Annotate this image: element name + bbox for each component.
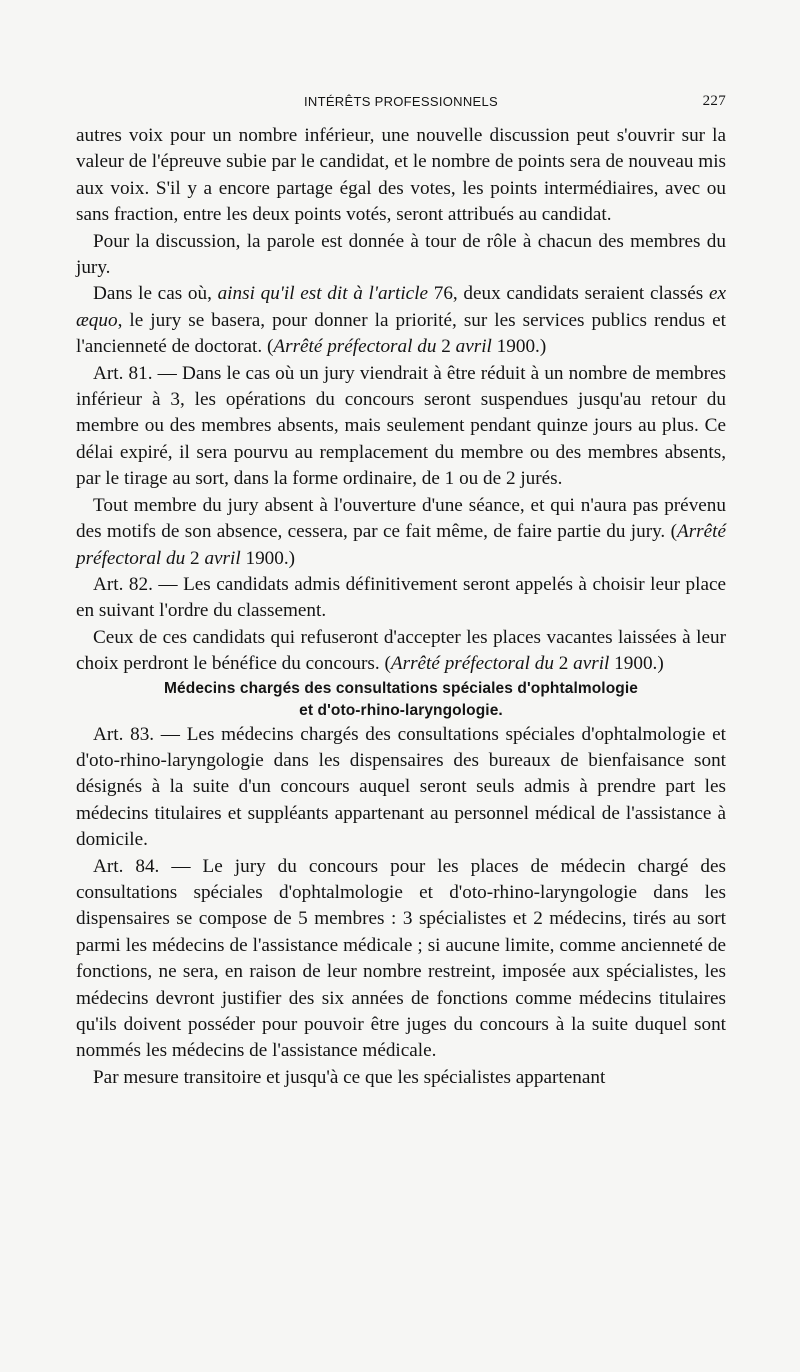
text-run: 2 xyxy=(436,336,456,358)
paragraph-absent-member xyxy=(76,493,726,572)
italic-run: Arrêté préfectoral du xyxy=(76,521,726,569)
paragraph-art-83: Art. 83. — Les médecins chargés des consultations spéciales d'ophtalmologie et d'oto-rhino-laryngologie dans les dispensaires des bureaux de bienfaisance sont désignés à la suite d'un concours auquel seront seuls admis à prendre part les médecins titulaires et suppléants appartenant au personnel médical de l'assistance à domicile. xyxy=(76,723,726,851)
text-run: 2 xyxy=(185,547,205,569)
paragraph-art-81: Art. 81. — Dans le cas où un jury viendrait à être réduit à un nombre de membres inférieur à 3, les opérations du concours seront suspendues jusqu'au retour du membre ou des membres absents, mais seulement pendant quinze jours au plus. Ce délai expiré, il sera pourvu au remplacement du membre ou des membres absents, par le tirage au sort, dans la forme ordinaire, de 1 ou de 2 jurés. xyxy=(76,362,726,490)
text-run: 1900.) xyxy=(240,547,296,569)
paragraph-art-82: Art. 82. — Les candidats admis définitivement seront appelés à choisir leur place en suivant l'ordre du classement. xyxy=(76,573,726,622)
text-run: , le jury se basera, pour donner la priorité, sur les services publics rendus et l'ancienneté de doctorat. ( xyxy=(76,309,726,358)
text-run: 1900.) xyxy=(609,653,664,675)
text-run: 2 xyxy=(553,653,574,675)
italic-run: Arrêté préfectoral du xyxy=(273,336,437,358)
paragraph-continuation: autres voix pour un nombre inférieur, une nouvelle discussion peut s'ouvrir sur la valeur de l'épreuve subie par le candidat, et le nombre de points sera de nouveau mis aux voix. S'il y a encore partage égal des votes, les points intermédiaires, avec ou sans fraction, entre les deux points votés, seront attribués au candidat. xyxy=(76,125,726,226)
body-text xyxy=(76,123,726,1091)
text-run: 76, deux candidats seraient classés xyxy=(428,283,709,305)
italic-run: avril xyxy=(455,336,492,358)
running-title: INTÉRÊTS PROFESSIONNELS xyxy=(304,94,498,109)
section-heading xyxy=(76,678,726,722)
paragraph-discussion: Pour la discussion, la parole est donnée à tour de rôle à chacun des membres du jury. xyxy=(76,230,726,279)
paragraph-art-84: Art. 84. — Le jury du concours pour les places de médecin chargé des consultations spéciales d'ophtalmologie et d'oto-rhino-laryngologie dans les dispensaires se compose de 5 membres : 3 spécialistes et 2 médecins, tirés au sort parmi les médecins de l'assistance médicale ; si aucune limite, comme ancienneté de fonctions, ne sera, en raison de leur nombre restreint, imposée aux spécialistes, les médecins devront justifier des six années de fonctions comme médecins titulaires qu'ils doivent posséder pour pouvoir être juges du concours à la suite duquel sont nommés les médecins de l'assistance médicale. xyxy=(76,855,726,1062)
text-run: Dans le cas où, xyxy=(93,283,218,305)
italic-run: avril xyxy=(204,547,241,569)
page-number: 227 xyxy=(702,93,726,109)
section-heading-line2: et d'oto-rhino-laryngologie. xyxy=(299,701,503,719)
text-run: Tout membre du jury absent à l'ouverture d'une séance, et qui n'aura pas prévenu des motifs de son absence, cessera, par ce fait même, de faire partie du jury. ( xyxy=(76,494,726,543)
italic-run: avril xyxy=(573,653,610,675)
paragraph-transitional: Par mesure transitoire et jusqu'à ce que les spécialistes appartenant xyxy=(93,1066,606,1088)
paragraph-refusal xyxy=(76,625,726,678)
italic-run: ex æquo xyxy=(76,283,726,331)
section-heading-line1: Médecins chargés des consultations spéciales d'ophtalmologie xyxy=(164,679,638,697)
running-head xyxy=(76,94,726,112)
paragraph-ex-aequo xyxy=(76,281,726,360)
italic-run: ainsi qu'il est dit à l'article xyxy=(217,283,429,305)
italic-run: Arrêté préfectoral du xyxy=(390,653,554,675)
text-run: 1900.) xyxy=(491,336,547,358)
text-run: Ceux de ces candidats qui refuseront d'accepter les places vacantes laissées à leur choix perdront le bénéfice du concours. ( xyxy=(76,626,726,675)
